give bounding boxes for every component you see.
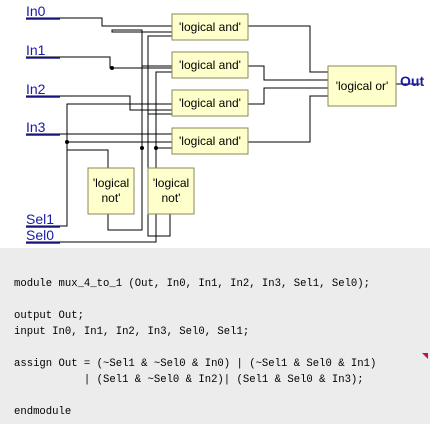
- and-gate-label: 'logical and': [179, 20, 241, 34]
- or-gate[interactable]: [328, 66, 396, 106]
- port-sel0: Sel0: [26, 227, 55, 243]
- junction-dot: [65, 140, 69, 144]
- code-line-output: output Out;: [14, 310, 84, 322]
- code-line-input: input In0, In1, In2, In3, Sel0, Sel1;: [14, 326, 250, 338]
- not-gate-label-line1: 'logical: [152, 176, 190, 190]
- junction-dot: [154, 146, 158, 150]
- wire-and0-or: [248, 26, 328, 72]
- port-sel1: Sel1: [26, 211, 55, 227]
- not-gate-sel0[interactable]: [148, 168, 194, 214]
- or-gate-label: 'logical or': [335, 79, 389, 93]
- port-in2: In2: [26, 81, 46, 97]
- and-gate-2[interactable]: [172, 90, 248, 116]
- not-gate-sel1[interactable]: [88, 168, 134, 214]
- junctions: [65, 66, 158, 150]
- comment-marker: [422, 353, 428, 359]
- and-gate-1[interactable]: [172, 52, 248, 78]
- verilog-code-panel: [0, 248, 430, 424]
- wire-and3-or: [248, 96, 328, 142]
- wire-sel1-to-not: [67, 142, 108, 168]
- junction-dot: [110, 66, 114, 70]
- port-out: Out: [400, 73, 425, 89]
- and-gate-label: 'logical and': [179, 96, 241, 110]
- port-in3: In3: [26, 119, 46, 135]
- code-line-assign: assign Out = (~Sel1 & ~Sel0 & In0) | (~Sel1 & Sel0 & In1): [14, 358, 377, 370]
- and-gate-0[interactable]: [172, 14, 248, 40]
- code-line-endmodule: endmodule: [14, 406, 72, 418]
- not-gate-label-line2: not': [161, 191, 181, 205]
- wire-in2: [26, 96, 172, 110]
- port-in1: In1: [26, 42, 46, 58]
- not-gate-label-line1: 'logical: [92, 176, 130, 190]
- wire-and1-or: [248, 66, 328, 80]
- and-gate-label: 'logical and': [179, 134, 241, 148]
- junction-dot: [140, 146, 144, 150]
- not-gate-label-line2: not': [101, 191, 121, 205]
- and-gate-3[interactable]: [172, 128, 248, 154]
- code-line-module: module mux_4_to_1 (Out, In0, In1, In2, In3, Sel1, Sel0);: [14, 278, 371, 290]
- code-line-assign-cont: | (Sel1 & ~Sel0 & In2)| (Sel1 & Sel0 & In3);: [14, 374, 364, 386]
- and-gate-label: 'logical and': [179, 58, 241, 72]
- port-in0: In0: [26, 3, 46, 19]
